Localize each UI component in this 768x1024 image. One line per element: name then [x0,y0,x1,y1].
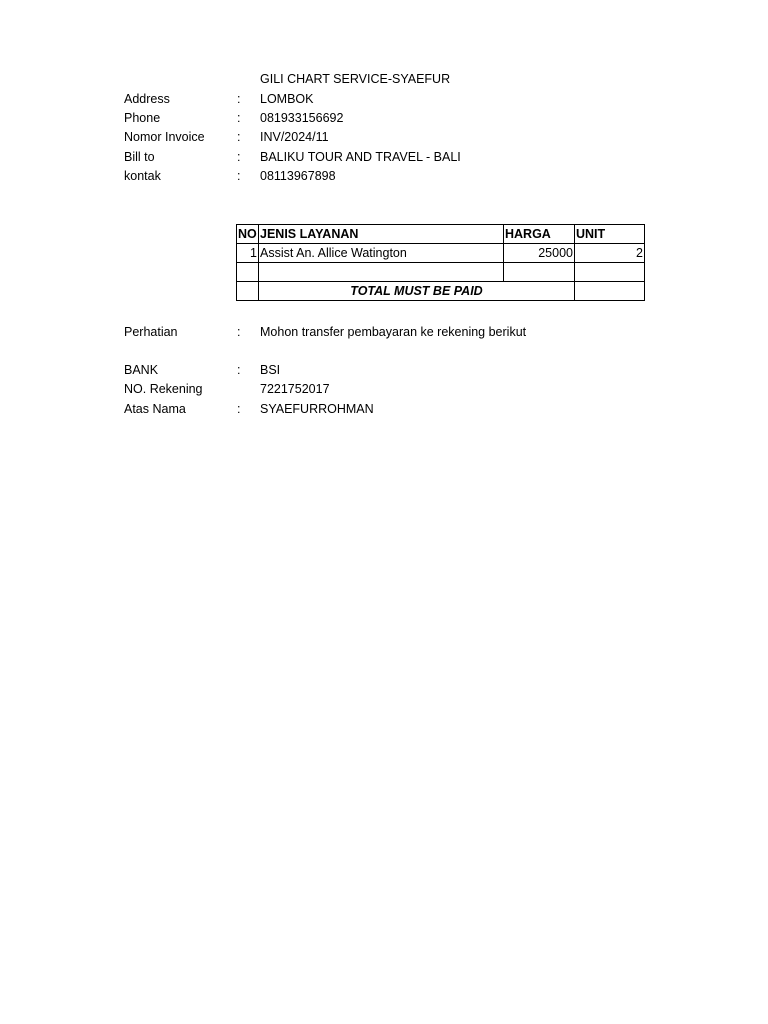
contact-value: 08113967898 [260,169,336,183]
table-row [237,244,645,263]
note-value: Mohon transfer pembayaran ke rekening berikut [260,325,527,339]
empty-cell [237,263,259,282]
bill-to-label: Bill to [124,150,155,164]
address-label: Address [124,92,170,106]
invoice-number-label: Nomor Invoice [124,130,205,144]
note-separator: : [237,325,241,339]
address-separator: : [237,92,241,106]
contact-separator: : [237,169,241,183]
row-price: 25000 [504,244,575,263]
account-name-separator: : [237,402,241,416]
row-no: 1 [237,244,259,263]
bill-to-separator: : [237,150,241,164]
account-number-value: 7221752017 [260,382,330,396]
row-unit: 2 [575,244,645,263]
empty-cell [504,263,575,282]
empty-cell [575,263,645,282]
invoice-number-value: INV/2024/11 [260,130,329,144]
header-service: JENIS LAYANAN [259,225,504,244]
bank-separator: : [237,363,241,377]
total-value-cell [575,282,645,301]
invoice-number-separator: : [237,130,241,144]
account-number-label: NO. Rekening [124,382,203,396]
phone-separator: : [237,111,241,125]
company-name: GILI CHART SERVICE-SYAEFUR [260,72,451,86]
header-unit: UNIT [575,225,645,244]
empty-cell [259,263,504,282]
header-no: NO [237,225,259,244]
header-price: HARGA [504,225,575,244]
table-total-row [237,282,645,301]
total-label: TOTAL MUST BE PAID [259,282,575,301]
bank-value: BSI [260,363,281,377]
table-header-row [237,225,645,244]
account-name-value: SYAEFURROHMAN [260,402,374,416]
row-service: Assist An. Allice Watington [259,244,504,263]
note-label: Perhatian [124,325,178,339]
address-value: LOMBOK [260,92,314,106]
bill-to-value: BALIKU TOUR AND TRAVEL - BALI [260,150,461,164]
empty-cell [237,282,259,301]
phone-value: 081933156692 [260,111,344,125]
phone-label: Phone [124,111,161,125]
account-name-label: Atas Nama [124,402,186,416]
contact-label: kontak [124,169,161,183]
invoice-items-table [236,224,645,301]
table-row-empty [237,263,645,282]
bank-label: BANK [124,363,159,377]
